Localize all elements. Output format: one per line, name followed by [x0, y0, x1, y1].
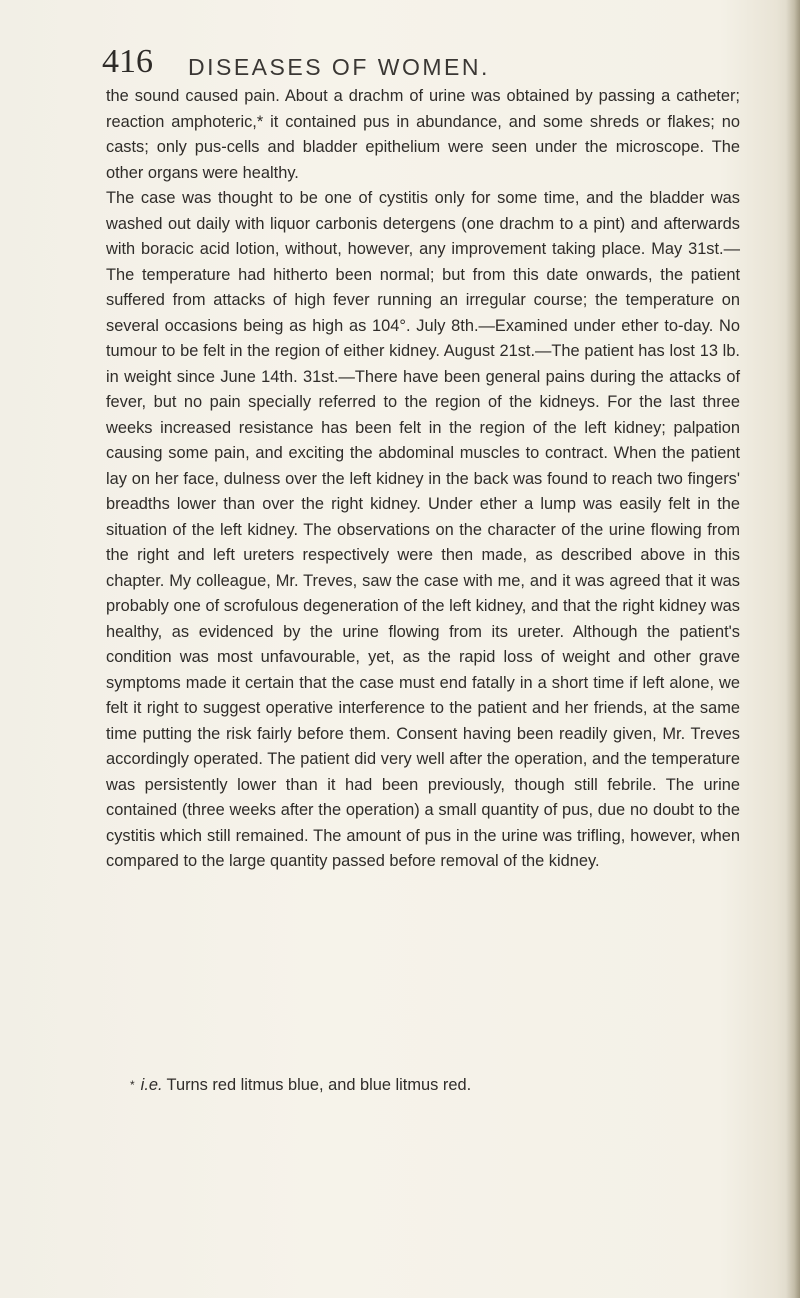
- footnote-text: Turns red litmus blue, and blue litmus red.: [166, 1076, 472, 1094]
- running-head: DISEASES OF WOMEN.: [188, 54, 490, 80]
- paragraph: the sound caused pain. About a drachm of urine was obtained by passing a catheter; reaction amphoteric,* it contained pus in abundance, and some shreds or flakes; no casts; only pus-cells and bladder epithelium were seen under the microscope. The other organs were healthy.: [106, 87, 740, 182]
- footnote-mark: *: [130, 1078, 135, 1092]
- body-text: [106, 84, 740, 875]
- footnote: [130, 1073, 730, 1098]
- page-edge-shadow: [786, 0, 800, 1298]
- footnote-abbrev: i.e.: [140, 1076, 163, 1094]
- page-header: [102, 40, 742, 88]
- page-number: 416: [102, 43, 153, 80]
- paragraph: The case was thought to be one of cystitis only for some time, and the bladder was washed out daily with liquor carbonis detergens (one drachm to a pint) and afterwards with boracic acid lotion, without, however, any improvement taking place. May 31st.—The temperature had hitherto been normal; but from this date onwards, the patient suffered from attacks of high fever running an irregular course; the temperature on several occasions being as high as 104°. July 8th.—Examined under ether to-day. No tumour to be felt in the region of either kidney. August 21st.—The patient has lost 13 lb. in weight since June 14th. 31st.—There have been general pains during the attacks of fever, but no pain specially referred to the region of the kidneys. For the last three weeks increased resistance has been felt in the region of the left kidney; palpation causing some pain, and exciting the abdominal muscles to contract. When the patient lay on her face, dulness over the left kidney in the back was found to reach two fingers' breadths lower than over the right kidney. Under ether a lump was easily felt in the situation of the left kidney. The observations on the character of the urine flowing from the right and left ureters respectively were then made, as described above in this chapter. My colleague, Mr. Treves, saw the case with me, and it was agreed that it was probably one of scrofulous degeneration of the left kidney, and that the right kidney was healthy, as evidenced by the urine flowing from its ureter. Although the patient's condition was most unfavourable, yet, as the rapid loss of weight and other grave symptoms made it certain that the case must end fatally in a short time if left alone, we felt it right to suggest operative interference to the patient and her friends, at the same time putting the risk fairly before them. Consent having been readily given, Mr. Treves accordingly operated. The patient did very well after the operation, and the temperature was persistently lower than it had been previously, though still febrile. The urine contained (three weeks after the operation) a small quantity of pus, due no doubt to the cystitis which still remained. The amount of pus in the urine was trifling, however, when compared to the large quantity passed before removal of the kidney.: [106, 189, 740, 870]
